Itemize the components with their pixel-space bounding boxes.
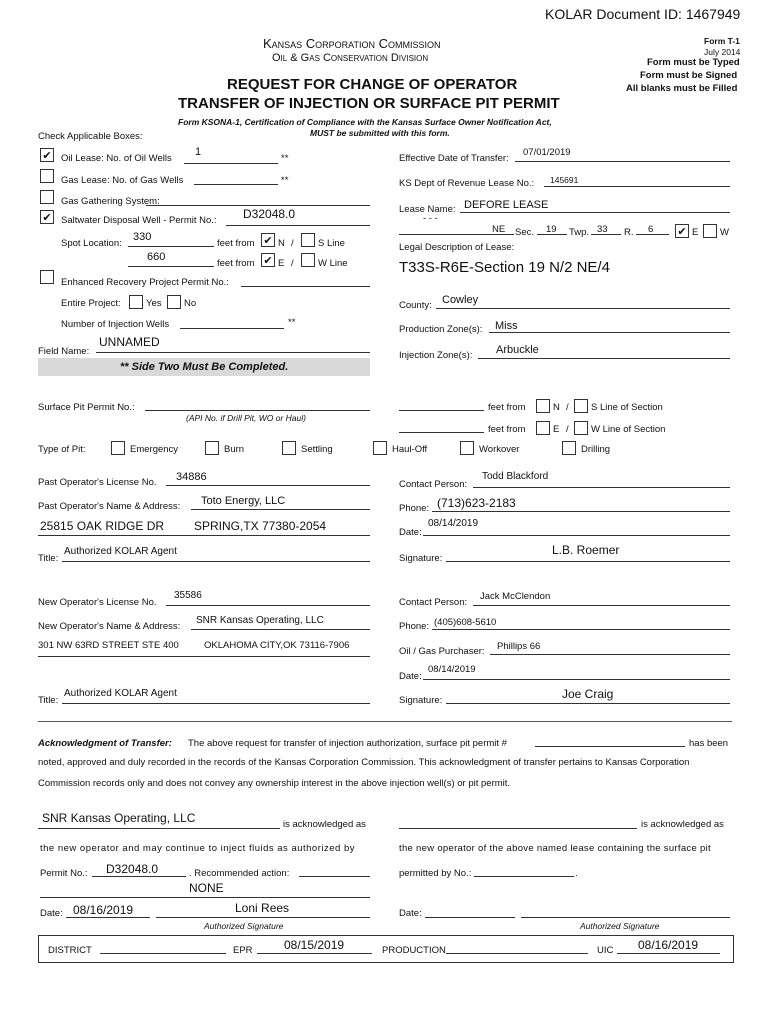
emergency-label: Emergency (130, 444, 179, 455)
check-boxes-label: Check Applicable Boxes: (38, 131, 143, 142)
agency-name: Kansas Corporation Commission (263, 36, 441, 51)
uic-date-value[interactable]: 08/16/2019 (638, 938, 699, 952)
swd-label: Saltwater Disposal Well - Permit No.: (61, 215, 217, 226)
quarter-dashes: - - - (423, 213, 438, 224)
new-signature-label: Signature: (399, 695, 443, 706)
past-street-value[interactable]: 25815 OAK RIDGE DR (40, 519, 165, 533)
form-subtitle-2: MUST be submitted with this form. (310, 128, 450, 138)
yes-checkbox[interactable] (129, 295, 143, 309)
new-phone-value[interactable]: (405)608-5610 (434, 617, 497, 628)
ack-line-1: The above request for transfer of injection authorization, surface pit permit # (188, 738, 507, 749)
new-title-label: Title: (38, 695, 59, 706)
swd-checkbox[interactable] (40, 210, 54, 224)
hauloff-label: Haul-Off (392, 444, 428, 455)
pit-west-line-label: W Line of Section (591, 424, 666, 435)
workover-label: Workover (479, 444, 520, 455)
hauloff-checkbox[interactable] (373, 441, 387, 455)
south-line-label: S Line (318, 238, 345, 249)
workover-checkbox[interactable] (460, 441, 474, 455)
eor-checkbox[interactable] (40, 270, 54, 284)
settling-label: Settling (301, 444, 333, 455)
north-label: N (278, 238, 285, 249)
burn-label: Burn (224, 444, 245, 455)
field-name-label: Field Name: (38, 346, 90, 357)
form-subtitle-1: Form KSONA-1, Certification of Compliance with the Kansas Surface Owner Notification Act, (178, 117, 552, 127)
slash: / (566, 424, 569, 435)
recommended-action-value[interactable]: NONE (189, 881, 224, 895)
ack-heading: Acknowledgment of Transfer: (38, 738, 172, 749)
ack-left-text: the new operator and may continue to inject fluids as authorized by (40, 843, 355, 854)
lease-name-value[interactable]: DEFORE LEASE (464, 199, 549, 211)
quarter-value[interactable]: NE (492, 224, 506, 235)
past-date-value[interactable]: 08/14/2019 (428, 518, 479, 529)
past-title-value[interactable]: Authorized KOLAR Agent (64, 546, 177, 557)
county-label: County: (399, 300, 432, 311)
legal-desc-label: Legal Description of Lease: (399, 242, 515, 253)
past-name-label: Past Operator's Name & Address: (38, 501, 181, 512)
eor-label: Enhanced Recovery Project Permit No.: (61, 277, 229, 288)
past-phone-value[interactable]: (713)623-2183 (437, 496, 516, 510)
purchaser-value[interactable]: Phillips 66 (497, 641, 541, 652)
lease-name-label: Lease Name: (399, 204, 456, 215)
is-acknowledged-left: is acknowledged as (283, 819, 366, 830)
past-license-label: Past Operator's License No. (38, 477, 157, 488)
east-checkbox[interactable] (261, 253, 275, 267)
note-filled: All blanks must be Filled (626, 83, 738, 94)
twp-value[interactable]: 33 (597, 224, 608, 235)
epr-label: EPR (233, 945, 253, 956)
oil-lease-checkbox[interactable] (40, 148, 54, 162)
ack-right-text: the new operator of the above named lease containing the surface pit (399, 843, 711, 854)
recommended-label: . Recommended action: (189, 868, 290, 879)
district-label: DISTRICT (48, 945, 92, 956)
ks-dept-value[interactable]: 145691 (550, 175, 579, 185)
legal-desc-value[interactable]: T33S-R6E-Section 19 N/2 NE/4 (399, 259, 610, 276)
slash: / (291, 258, 294, 269)
north-checkbox[interactable] (261, 233, 275, 247)
pit-west-checkbox[interactable] (574, 421, 588, 435)
drilling-checkbox[interactable] (562, 441, 576, 455)
past-signature-value[interactable]: L.B. Roemer (552, 543, 620, 557)
production-zone-label: Production Zone(s): (399, 324, 483, 335)
twp-label: Twp. (569, 227, 590, 238)
new-phone-label: Phone: (399, 621, 430, 632)
ack-date-right-label: Date: (399, 908, 422, 919)
new-contact-label: Contact Person: (399, 597, 468, 608)
production-zone-value[interactable]: Miss (495, 320, 518, 332)
is-acknowledged-right: is acknowledged as (641, 819, 724, 830)
ks-dept-label: KS Dept of Revenue Lease No.: (399, 178, 535, 189)
sec-label: Sec. (515, 227, 535, 238)
ack-date-label: Date: (40, 908, 63, 919)
past-city-value[interactable]: SPRING,TX 77380-2054 (194, 519, 327, 533)
gas-gathering-label: Gas Gathering System: (61, 196, 160, 207)
pit-east-label: E (553, 424, 560, 435)
entire-project-label: Entire Project: (61, 298, 121, 309)
permit-no-label: Permit No.: (40, 868, 88, 879)
form-title-2: TRANSFER OF INJECTION OR SURFACE PIT PERMIT (178, 95, 560, 112)
new-street-value[interactable]: 301 NW 63RD STREET STE 400 (38, 640, 179, 651)
pit-south-line-label: S Line of Section (591, 402, 663, 413)
pit-permit-label: Surface Pit Permit No.: (38, 402, 135, 413)
burn-checkbox[interactable] (205, 441, 219, 455)
slash: / (291, 238, 294, 249)
west-line-label: W Line (318, 258, 348, 269)
no-label: No (184, 298, 197, 309)
new-title-value[interactable]: Authorized KOLAR Agent (64, 688, 177, 699)
slash: / (566, 402, 569, 413)
section-divider (38, 721, 732, 722)
range-value[interactable]: 6 (648, 224, 654, 235)
authorized-signature-label: Authorized Signature (204, 921, 284, 931)
authorized-signature-right-label: Authorized Signature (580, 921, 660, 931)
range-west-label: W (720, 227, 729, 238)
range-east-label: E (692, 227, 699, 238)
pit-south-checkbox[interactable] (574, 399, 588, 413)
new-name-value[interactable]: SNR Kansas Operating, LLC (196, 615, 324, 626)
past-license-value[interactable]: 34886 (176, 471, 207, 483)
spot-location-label: Spot Location: (61, 238, 122, 249)
past-name-value[interactable]: Toto Energy, LLC (201, 495, 286, 507)
drilling-label: Drilling (581, 444, 611, 455)
east-label: E (278, 258, 285, 269)
past-contact-value[interactable]: Todd Blackford (482, 471, 549, 482)
oil-lease-label: Oil Lease: No. of Oil Wells (61, 153, 172, 164)
emergency-checkbox[interactable] (111, 441, 125, 455)
ack-signature-value[interactable]: Loni Rees (235, 901, 290, 915)
range-label: R. (624, 227, 634, 238)
oil-wells-value[interactable]: 1 (195, 146, 202, 158)
past-date-label: Date: (399, 527, 422, 538)
past-phone-label: Phone: (399, 503, 430, 514)
period: . (575, 868, 578, 879)
west-checkbox[interactable] (301, 253, 315, 267)
past-title-label: Title: (38, 553, 59, 564)
pit-feet-from-label: feet from (488, 424, 526, 435)
range-east-checkbox[interactable] (675, 224, 689, 238)
production-label: PRODUCTION (382, 945, 446, 956)
document-id: KOLAR Document ID: 1467949 (545, 6, 741, 22)
injection-zone-value[interactable]: Arbuckle (496, 344, 539, 356)
uic-label: UIC (597, 945, 614, 956)
feet-from-label: feet from (217, 238, 255, 249)
effective-date-value[interactable]: 07/01/2019 (523, 147, 571, 158)
note-typed: Form must be Typed (647, 57, 740, 68)
ack-line-3: Commission records only and does not convey any ownership interest in the above injection well(s) or pit permit. (38, 778, 511, 789)
new-city-value[interactable]: OKLAHOMA CITY,OK 73116-7906 (204, 640, 350, 651)
ack-has-been: has been (689, 738, 729, 749)
note-signed: Form must be Signed (640, 70, 738, 81)
injection-zone-label: Injection Zone(s): (399, 350, 473, 361)
spot-ns-value[interactable]: 330 (133, 231, 152, 243)
county-value[interactable]: Cowley (442, 294, 479, 306)
ack-company-value[interactable]: SNR Kansas Operating, LLC (42, 811, 196, 825)
form-number: Form T-1 (704, 36, 740, 46)
field-name-value[interactable]: UNNAMED (99, 335, 160, 349)
feet-from-label: feet from (217, 258, 255, 269)
pit-type-label: Type of Pit: (38, 444, 86, 455)
stars: ** (281, 153, 289, 164)
gas-gathering-checkbox[interactable] (40, 190, 54, 204)
new-contact-value[interactable]: Jack McClendon (480, 591, 551, 602)
swd-permit-value[interactable]: D32048.0 (243, 207, 296, 221)
form-date: July 2014 (704, 47, 741, 57)
permit-no-value[interactable]: D32048.0 (106, 862, 159, 876)
effective-date-label: Effective Date of Transfer: (399, 153, 509, 164)
epr-date-value[interactable]: 08/15/2019 (284, 938, 345, 952)
gas-lease-checkbox[interactable] (40, 169, 54, 183)
pit-north-checkbox[interactable] (536, 399, 550, 413)
injection-wells-label: Number of Injection Wells (61, 319, 170, 330)
new-signature-value[interactable]: Joe Craig (562, 687, 614, 701)
new-license-value[interactable]: 35586 (174, 590, 202, 601)
new-name-label: New Operator's Name & Address: (38, 621, 181, 632)
pit-north-label: N (553, 402, 560, 413)
past-contact-label: Contact Person: (399, 479, 468, 490)
range-west-checkbox[interactable] (703, 224, 717, 238)
past-signature-label: Signature: (399, 553, 443, 564)
stars: ** (281, 175, 289, 186)
no-checkbox[interactable] (167, 295, 181, 309)
pit-east-checkbox[interactable] (536, 421, 550, 435)
purchaser-label: Oil / Gas Purchaser: (399, 646, 485, 657)
yes-label: Yes (146, 298, 162, 309)
ack-line-2: noted, approved and duly recorded in the records of the Kansas Corporation Commission. This acknowledgment of transfer pertains to Kansas Corporation (38, 757, 690, 768)
pit-feet-from-label: feet from (488, 402, 526, 413)
gas-lease-label: Gas Lease: No. of Gas Wells (61, 175, 184, 186)
new-date-label: Date: (399, 671, 422, 682)
form-title-1: REQUEST FOR CHANGE OF OPERATOR (227, 76, 518, 93)
south-checkbox[interactable] (301, 233, 315, 247)
stars: ** (288, 317, 296, 328)
settling-checkbox[interactable] (282, 441, 296, 455)
sec-value[interactable]: 19 (546, 224, 557, 235)
new-date-value[interactable]: 08/14/2019 (428, 664, 476, 675)
ack-date-value[interactable]: 08/16/2019 (73, 903, 134, 917)
permitted-by-label: permitted by No.: (399, 868, 472, 879)
side-two-notice: ** Side Two Must Be Completed. (120, 361, 289, 373)
new-license-label: New Operator's License No. (38, 597, 157, 608)
division-name: Oil & Gas Conservation Division (272, 52, 429, 64)
api-note: (API No. if Drill Pit, WO or Haul) (186, 413, 306, 423)
spot-ew-value[interactable]: 660 (147, 251, 166, 263)
